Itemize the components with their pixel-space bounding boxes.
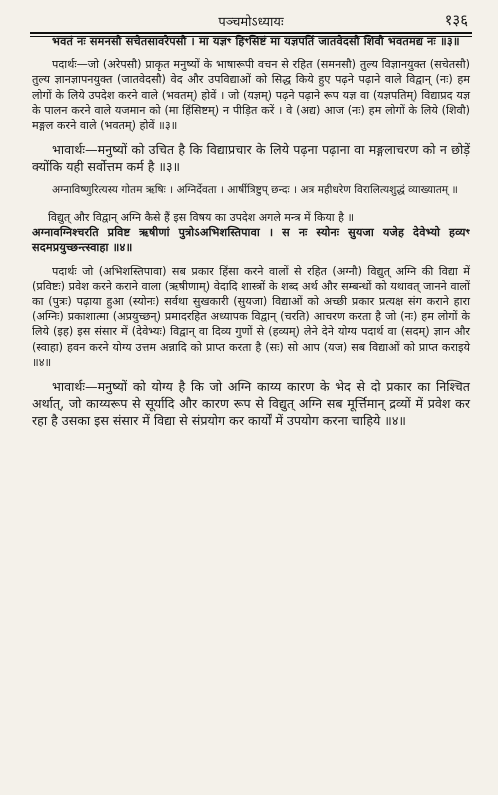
page-number: १३६ [444, 11, 468, 29]
bhavartha-3: भावार्थः—मनुष्यों को उचित है कि विद्याप्रचार के लिये पढ़ना पढ़ाना वा मङ्गलाचरण को न छोड़ें क्योंकि यही सर्वोत्तम कर्म है ॥३॥ [32, 142, 470, 175]
mantra-4-intro: विद्युत् और विद्वान् अग्नि कैसे हैं इस विषय का उपदेश अगले मन्त्र में किया है ॥ [48, 211, 355, 225]
chapter-title: पञ्चमोऽध्यायः [218, 15, 284, 30]
padartha-3: पदार्थः—जो (अरेपसौ) प्राकृत मनुष्यों के भाषारूपी वचन से रहित (समनसौ) तुल्य विज्ञानयुक्त (सचेतसौ) तुल्य ज्ञानज्ञापनयुक्त (जातवेदसौ) वेद और उपविद्याओं को सिद्ध किये हुए पढ़ने पढ़ाने वाले विद्वान् (नः) हम लोगों के लिये उपदेश करने वाले (भवतम्) होवें । जो (यज्ञम्) पढ़ने पढ़ाने रूप यज्ञ वा (यज्ञपतिम्) विद्याप्रद यज्ञ के पालन करने वाले यजमान को (मा हिंसिष्टम्) न पीड़ित करें । वे (अद्य) आज (नः) हम लोगों के लिये (शिवौ) मङ्गल करने वाले (भवतम्) होवें ॥३॥ [32, 58, 470, 133]
header-rule-thin [30, 36, 472, 37]
mantra-3: भवतं नः समनसौ सचेतसावरेपसौ । मा यज्ञꣳ हिꣳसिष्टं मा यज्ञपतिं जातवेदसौ शिवौ भवतमद्य नः ॥३॥ [52, 35, 460, 48]
page-header [32, 8, 470, 34]
padartha-4: पदार्थः जो (अभिशस्तिपावा) सब प्रकार हिंसा करने वालों से रहित (अग्नौ) विद्युत् अग्नि की विद्या में (प्रविष्टः) प्रवेश करने कराने वाला (ऋषीणाम्) वेदादि शास्त्रों के शब्द अर्थ और सम्बन्धों को यथावत् जानने वालों का (पुत्रः) पढ़ाया हुआ (स्योनः) सर्वथा सुखकारी (सुयजा) विद्याओं को अच्छी प्रकार प्रत्यक्ष संग कराने हारा (अग्निः) प्रकाशात्मा (अप्रयुच्छन्) प्रमादरहित अध्यापक विद्वान् (चरति) आचरण करता है जो (नः) हम लोगों के लिये (इह) इस संसार में (देवेभ्यः) विद्वान् वा दिव्य गुणों से (हव्यम्) लेने देने योग्य पदार्थ वा (सदम्) ज्ञान और (स्वाहा) हवन करने योग्य उत्तम अन्नादि को प्राप्त करता है (सः) सो आप (यज) सब विद्याओं को प्राप्त कराइये ॥४॥ [32, 264, 470, 369]
mantra-4: अग्नावग्निश्चरति प्रविष्ट ऋषीणां पुत्रोऽअभिशस्तिपावा । स नः स्योनः सुयजा यजेह देवेभ्यो हव्यꣳ सदमप्रयुच्छन्त्स्वाहा ॥४॥ [32, 226, 470, 255]
rishi-devata-line: अग्नाविष्णुरित्यस्य गोतम ऋषिः । अग्निर्देवता । आर्षीत्रिष्टुप् छन्दः । अत्र महीधरेण विरालित्यशुद्धं व्याख्यातम् ॥ [52, 184, 458, 197]
bhavartha-4: भावार्थः—मनुष्यों को योग्य है कि जो अग्नि काय्य कारण के भेद से दो प्रकार का निश्चित अर्थात्, जो काय्यरूप से सूर्यादि और कारण रूप से विद्युत् अग्नि सब मूर्त्तिमान् द्रव्यों में प्रवेश कर रहा है उसका इस संसार में विद्या से संप्रयोग कर कार्यों में उपयोग करना चाहिये ॥४॥ [32, 379, 470, 429]
header-rule-thick [30, 32, 472, 34]
